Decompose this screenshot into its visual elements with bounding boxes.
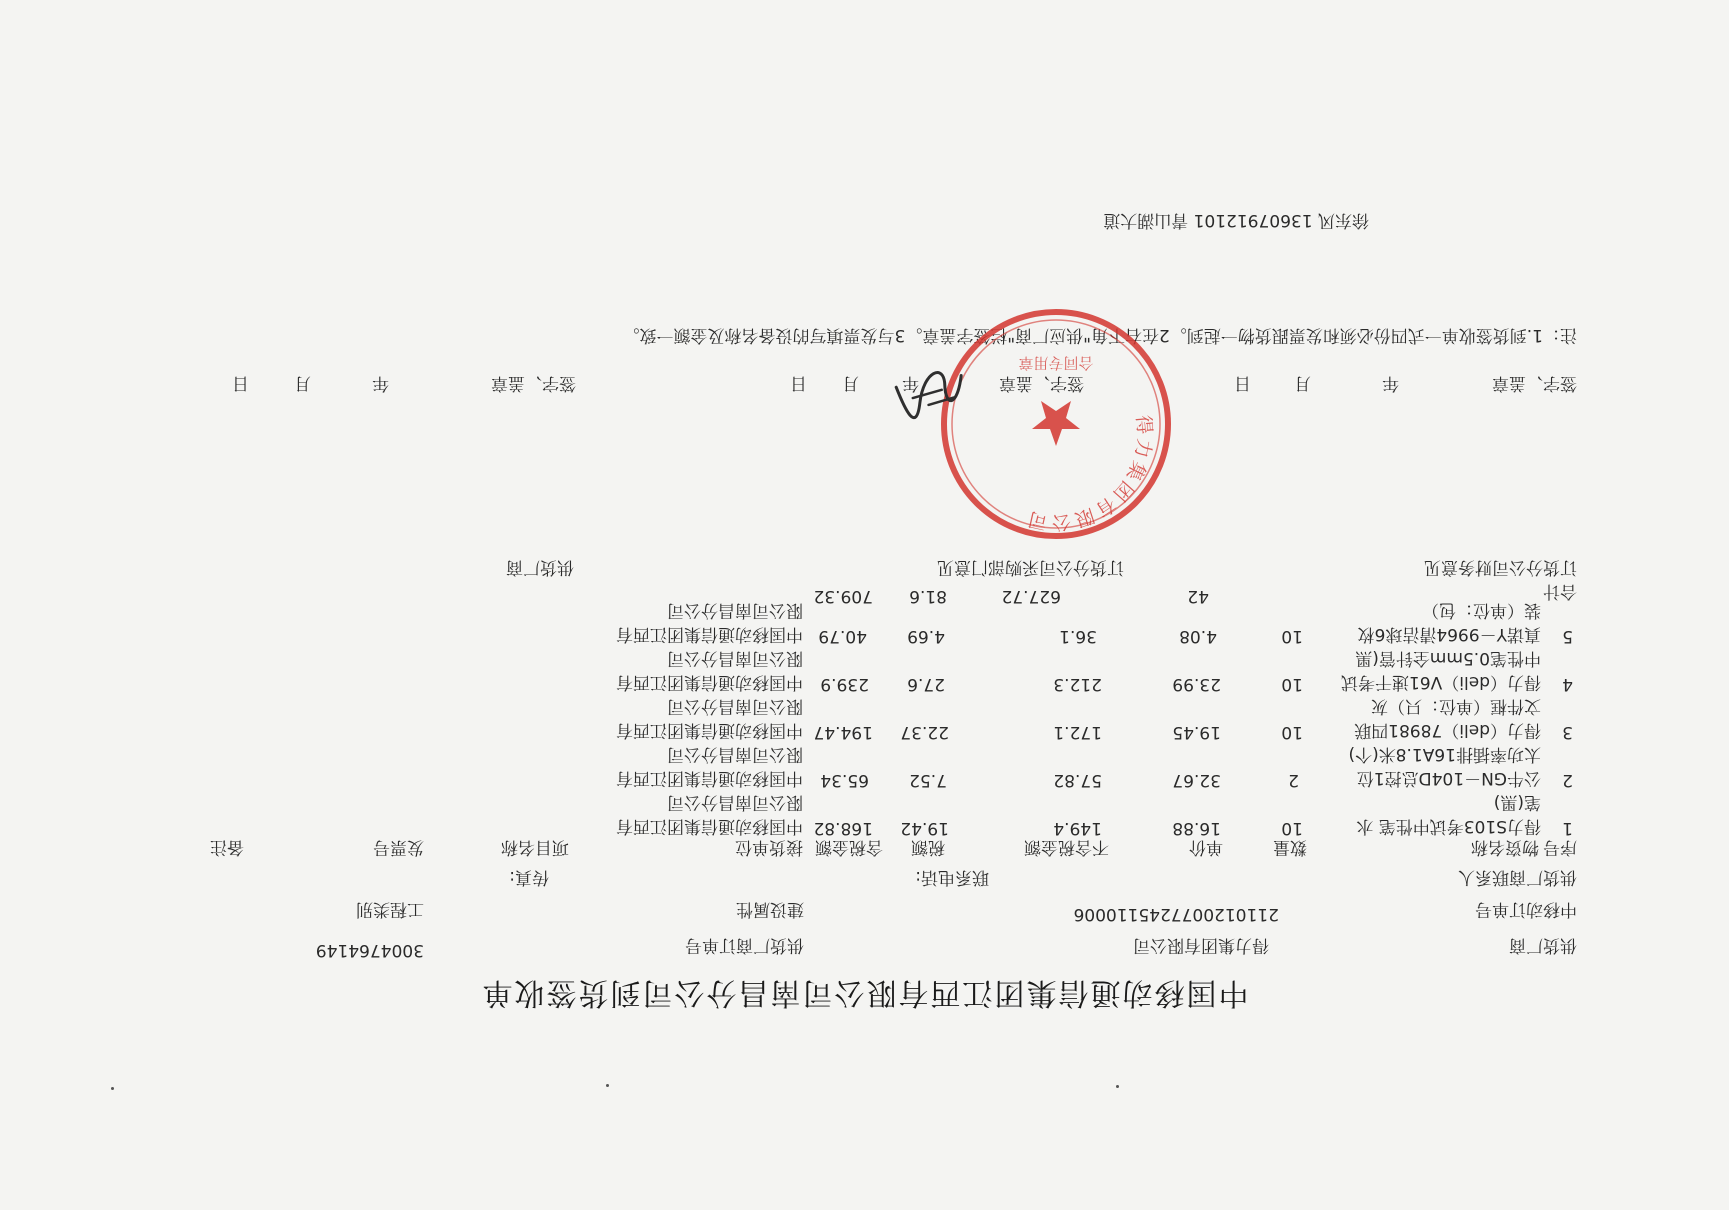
row-amount-inc-tax: 168.82: [813, 818, 873, 838]
finance-opinion-label: 订货分公司财务意见: [1424, 557, 1577, 577]
scan-speck: [1116, 1085, 1119, 1088]
row-seq: 3: [1562, 722, 1573, 742]
supplier-value: 得力集团有限公司: [1133, 935, 1269, 955]
row-unit-price: 16.88: [1172, 818, 1221, 838]
row-amount-inc-tax: 40.79: [818, 626, 867, 646]
row-tax: 22.37: [900, 722, 949, 742]
supplier-label: 供货厂商: [1509, 935, 1577, 955]
finance-month: 月: [1294, 373, 1311, 393]
row-qty: 2: [1288, 770, 1299, 790]
supplier-sign-label: 签字、盖章: [491, 373, 576, 393]
row-receiver: 中国移动通信集团江西有限公司南昌分公司: [616, 792, 803, 836]
supplier-order-no-label: 供货厂商订单号: [685, 935, 804, 955]
row-amount-inc-tax: 194.47: [813, 722, 873, 742]
procurement-opinion-label: 订货分公司采购部门意见: [937, 557, 1124, 577]
row-name: 得力（deli）78981四联文件框（单位：只）灰: [1354, 696, 1541, 740]
total-qty: 42: [1187, 586, 1209, 606]
row-qty: 10: [1281, 626, 1303, 646]
row-receiver: 中国移动通信集团江西有限公司南昌分公司: [616, 600, 803, 644]
supplier-month: 月: [294, 373, 311, 393]
supplier-day: 日: [232, 373, 249, 393]
row-tax: 27.6: [907, 674, 945, 694]
row-receiver: 中国移动通信集团江西有限公司南昌分公司: [616, 648, 803, 692]
row-tax: 4.69: [907, 626, 945, 646]
row-name: 真诺Y－9964清洁球6枚装（单位：包）: [1357, 600, 1541, 644]
finance-sign-label: 签字、盖章: [1492, 373, 1577, 393]
note-text: 注：1.到货签收单一式四份必须和发票跟货物一起到。2在右下角"供应厂商"栏签字盖章。3与发票填写的设备名称及金额一致。: [622, 325, 1577, 345]
scan-speck: [111, 1087, 114, 1090]
row-unit-price: 19.45: [1172, 722, 1221, 742]
row-seq: 1: [1562, 818, 1573, 838]
col-seq: 序号: [1543, 837, 1577, 857]
row-seq: 4: [1562, 674, 1573, 694]
row-name: 公牛GN－104D总控1位太功率插排16A1.8米(个): [1348, 744, 1541, 788]
col-amount-ex-tax: 不含税金额: [1024, 837, 1109, 857]
procurement-month: 月: [842, 373, 859, 393]
col-qty: 数量: [1273, 837, 1307, 857]
col-tax: 税额: [911, 837, 945, 857]
construction-attr-label: 建设属性: [736, 899, 804, 919]
row-amount-inc-tax: 65.34: [820, 770, 869, 790]
col-project-name: 项目名称: [501, 837, 569, 857]
row-qty: 10: [1281, 674, 1303, 694]
total-amount-inc-tax: 709.32: [813, 586, 873, 606]
row-name: 得力（deli）V61速干考试中性笔0.5mm全针管(黑: [1341, 648, 1541, 692]
document-title: 中国移动通信集团江西有限公司南昌分公司到货签收单: [480, 975, 1249, 1010]
row-unit-price: 4.08: [1179, 626, 1217, 646]
procurement-sign-label: 签字、盖章: [999, 373, 1084, 393]
company-seal-icon: [936, 304, 1176, 544]
col-name: 物资名称: [1471, 837, 1539, 857]
row-amount-inc-tax: 239.9: [820, 674, 869, 694]
scan-speck: [606, 1084, 609, 1087]
supplier-contact-label: 供货厂商联系人: [1458, 867, 1577, 887]
fax-label: 传真:: [509, 867, 549, 887]
row-unit-price: 32.67: [1172, 770, 1221, 790]
row-amount-ex-tax: 57.82: [1053, 770, 1102, 790]
procurement-year: 年: [902, 373, 919, 393]
col-unit-price: 单价: [1189, 837, 1223, 857]
row-amount-ex-tax: 149.4: [1053, 818, 1102, 838]
row-receiver: 中国移动通信集团江西有限公司南昌分公司: [616, 744, 803, 788]
project-type-label: 工程类别: [356, 899, 424, 919]
row-seq: 2: [1562, 770, 1573, 790]
total-label: 合计: [1543, 581, 1577, 601]
row-tax: 19.42: [900, 818, 949, 838]
col-invoice-no: 发票号: [373, 837, 424, 857]
row-seq: 5: [1562, 626, 1573, 646]
col-amount-inc-tax: 含税金额: [815, 837, 883, 857]
row-amount-ex-tax: 212.3: [1053, 674, 1102, 694]
total-tax: 81.6: [909, 586, 947, 606]
supplier-opinion-label: 供货厂商: [506, 557, 574, 577]
svg-text:合同专用章: 合同专用章: [1018, 354, 1094, 372]
finance-day: 日: [1234, 373, 1251, 393]
cmcc-order-no-label: 中移动订单号: [1475, 899, 1577, 919]
footer-contact: 徐东风 13607912101 青山湖大道: [1103, 210, 1369, 230]
col-receiver: 接货单位: [735, 837, 803, 857]
finance-year: 年: [1382, 373, 1399, 393]
supplier-order-no-value: 3004764149: [315, 940, 424, 960]
total-amount-ex-tax: 627.72: [1001, 586, 1061, 606]
row-name: 得力S103考试中性笔 水笔(黑): [1356, 792, 1541, 836]
cmcc-order-no-value: 2110120077245110006: [1073, 904, 1279, 924]
row-tax: 7.52: [909, 770, 947, 790]
row-unit-price: 23.99: [1172, 674, 1221, 694]
row-amount-ex-tax: 172.1: [1053, 722, 1102, 742]
row-receiver: 中国移动通信集团江西有限公司南昌分公司: [616, 696, 803, 740]
svg-text:得力集团有限公司: 得力集团有限公司: [1023, 414, 1156, 534]
row-qty: 10: [1281, 818, 1303, 838]
row-amount-ex-tax: 36.1: [1059, 626, 1097, 646]
procurement-day: 日: [790, 373, 807, 393]
row-qty: 10: [1281, 722, 1303, 742]
col-remark: 备注: [210, 837, 244, 857]
supplier-year: 年: [372, 373, 389, 393]
contact-phone-label: 联系电话:: [915, 867, 989, 887]
